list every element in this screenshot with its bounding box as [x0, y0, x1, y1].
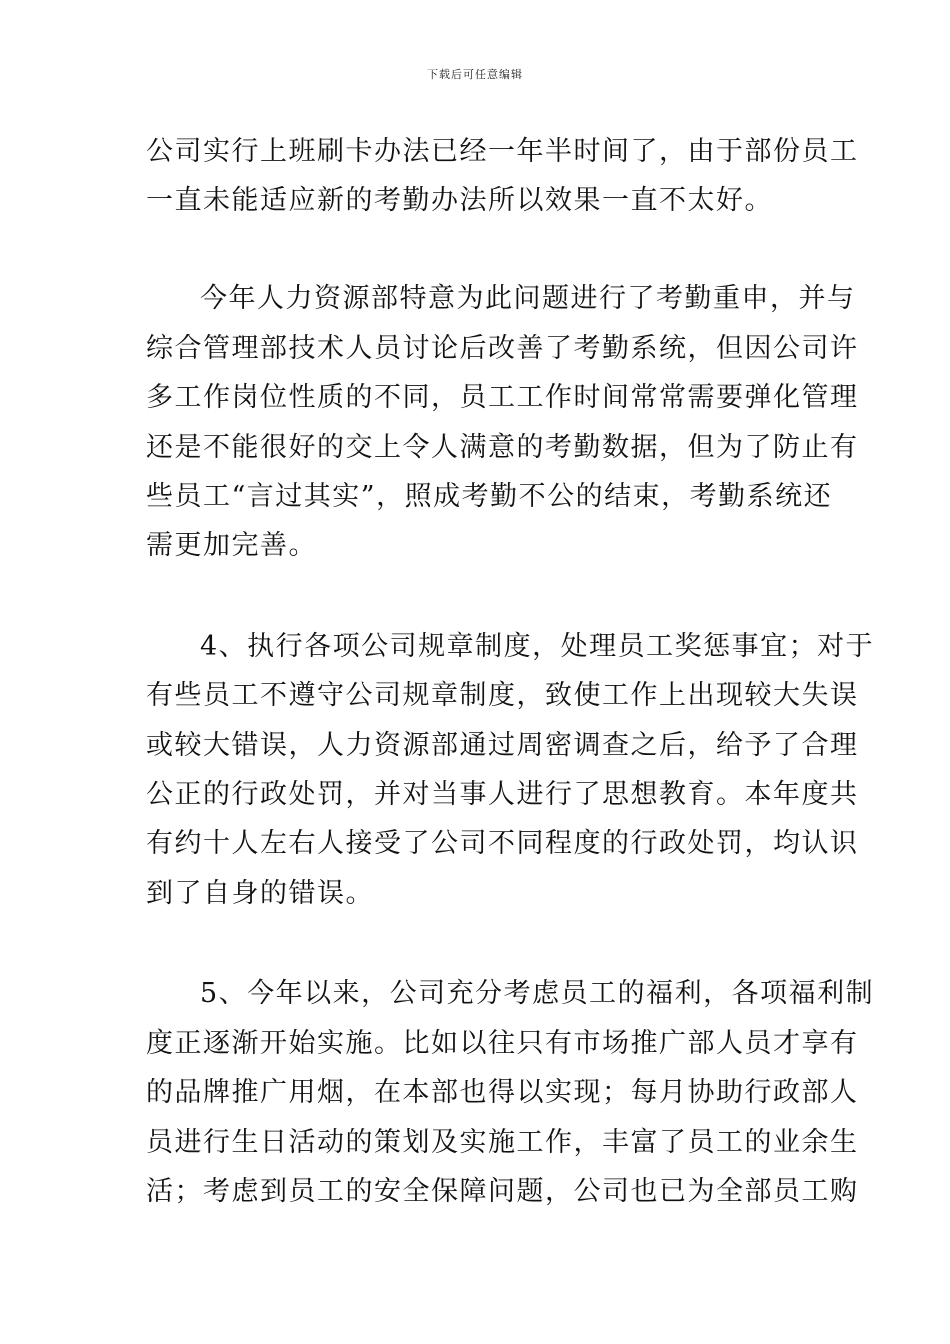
paragraph-line: 到了自身的错误。 — [146, 878, 374, 909]
paragraph-line: 5、今年以来，公司充分考虑员工的福利，各项福利制 — [200, 978, 875, 1009]
paragraph-line: 多工作岗位性质的不同，员工工作时间常常需要弹化管理 — [146, 382, 859, 413]
paragraph-line: 综合管理部技术人员讨论后改善了考勤系统，但因公司许 — [146, 333, 859, 364]
paragraph-line: 员进行生日活动的策划及实施工作，丰富了员工的业余生 — [146, 1127, 859, 1158]
paragraph-line: 需更加完善。 — [146, 530, 317, 561]
paragraph-line: 度正逐渐开始实施。比如以往只有市场推广部人员才享有 — [146, 1028, 859, 1059]
paragraph-line: 一直未能适应新的考勤办法所以效果一直不太好。 — [146, 185, 773, 216]
paragraph-line: 公司实行上班刷卡办法已经一年半时间了，由于部份员工 — [146, 136, 859, 167]
paragraph-line: 或较大错误，人力资源部通过周密调查之后，给予了合理 — [146, 730, 859, 761]
paragraph-line: 还是不能很好的交上令人满意的考勤数据，但为了防止有 — [146, 432, 859, 463]
paragraph-line: 些员工“言过其实”，照成考勤不公的结束，考勤系统还 — [146, 481, 833, 512]
paragraph-line: 有约十人左右人接受了公司不同程度的行政处罚，均认识 — [146, 828, 859, 859]
paragraph-line: 有些员工不遵守公司规章制度，致使工作上出现较大失误 — [146, 680, 859, 711]
paragraph-line: 今年人力资源部特意为此问题进行了考勤重申，并与 — [200, 283, 856, 314]
paragraph-line: 的品牌推广用烟，在本部也得以实现；每月协助行政部人 — [146, 1077, 859, 1108]
paragraph-line: 公正的行政处罚，并对当事人进行了思想教育。本年度共 — [146, 779, 859, 810]
paragraph-line: 4、执行各项公司规章制度，处理员工奖惩事宜；对于 — [200, 631, 875, 662]
page-header: 下载后可任意编辑 — [427, 68, 523, 81]
paragraph-line: 活；考虑到员工的安全保障问题，公司也已为全部员工购 — [146, 1176, 859, 1207]
